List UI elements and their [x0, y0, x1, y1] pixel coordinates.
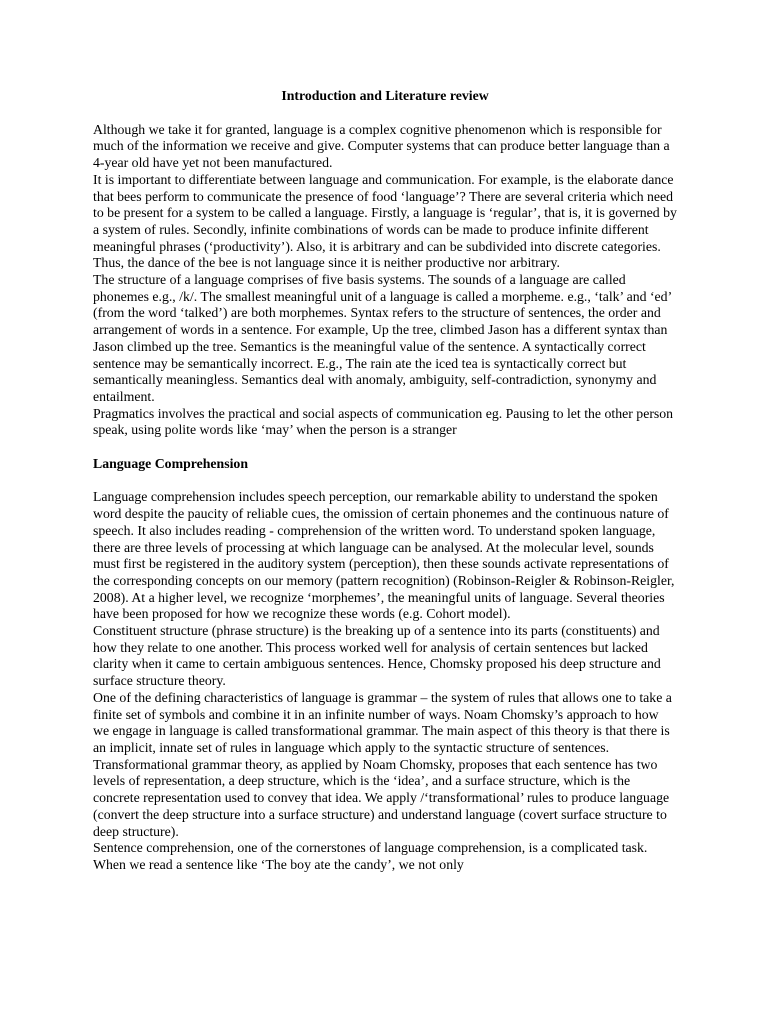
section-heading: Language Comprehension — [93, 455, 248, 471]
comprehension-section — [93, 489, 677, 873]
intro-paragraph: It is important to differentiate between language and communication. For example, is the elaborate dance that bees perform to communicate the presence of food ‘language’? There are several criteria which need to be present for a system to be called a language. Firstly, a language is ‘regular’, that is, it is governed by a system of rules. Secondly, infinite combinations of words can be made to produce infinite different meaningful phrases (‘productivity’). Also, it is arbitrary and can be subdivided into discrete categories. Thus, the dance of the bee is not language since it is neither productive nor arbitrary. — [93, 171, 677, 271]
section-paragraph: Language comprehension includes speech perception, our remarkable ability to understand the spoken word despite the paucity of reliable cues, the omission of certain phonemes and the continuous nature of speech. It also includes reading - comprehension of the written word. To understand spoken language, there are three levels of processing at which language can be analysed. At the molecular level, sounds must first be registered in the auditory system (perception), then these sounds activate representations of the corresponding concepts on our memory (pattern recognition) (Robinson-Reigler & Robinson-Reigler, 2008). At a higher level, we recognize ‘morphemes’, the meaningful units of language. Several theories have been proposed for how we recognize these words (e.g. Cohort model). — [93, 489, 675, 622]
intro-section — [93, 122, 677, 439]
intro-paragraph: The structure of a language comprises of five basis systems. The sounds of a language are called phonemes e.g., /k/. The smallest meaningful unit of a language is called a morpheme. e.g., ‘talk’ and ‘ed’ (from the word ‘talked’) are both morphemes. Syntax refers to the structure of sentences, the order and arrangement of words in a sentence. For example, Up the tree, climbed Jason has a different syntax than Jason climbed up the tree. Semantics is the meaningful value of the sentence. A syntactically correct sentence may be semantically incorrect. E.g., The rain ate the iced tea is syntactically correct but semantically meaningless. Semantics deal with anomaly, ambiguity, self-contradiction, synonymy and entailment. — [93, 272, 672, 404]
spacer — [93, 439, 677, 456]
section-paragraph: Sentence comprehension, one of the cornerstones of language comprehension, is a complicated task. When we read a sentence like ‘The boy ate the candy’, we not only — [93, 840, 648, 872]
intro-paragraph: Pragmatics involves the practical and social aspects of communication eg. Pausing to let the other person speak, using polite words like ‘may’ when the person is a stranger — [93, 405, 674, 438]
document-title: Introduction and Literature review — [281, 88, 489, 103]
section-paragraph: Constituent structure (phrase structure) is the breaking up of a sentence into its parts (constituents) and how they relate to one another. This process worked well for analysis of certain sentences but lacked clarity when it came to certain ambiguous sentences. Hence, Chomsky proposed his deep structure and surface structure theory. — [93, 623, 661, 689]
intro-paragraph: Although we take it for granted, language is a complex cognitive phenomenon which is responsible for much of the information we receive and give. Computer systems that can produce better language than a 4-year old have yet not been manufactured. — [93, 121, 670, 171]
section-paragraph: One of the defining characteristics of language is grammar – the system of rules that allows one to take a finite set of symbols and combine it in an infinite number of ways. Noam Chomsky’s approach to how we engage in language is called transformational grammar. The main aspect of this theory is that there is an implicit, innate set of rules in language which apply to the syntactic structure of sentences. Transformational grammar theory, as applied by Noam Chomsky, proposes that each sentence has two levels of representation, a deep structure, which is the ‘idea’, and a surface structure, which is the concrete representation used to convey that idea. We apply /‘transformational’ rules to produce language (convert the deep structure into a surface structure) and understand language (covert surface structure to deep structure). — [93, 689, 672, 839]
document-page — [93, 88, 677, 874]
